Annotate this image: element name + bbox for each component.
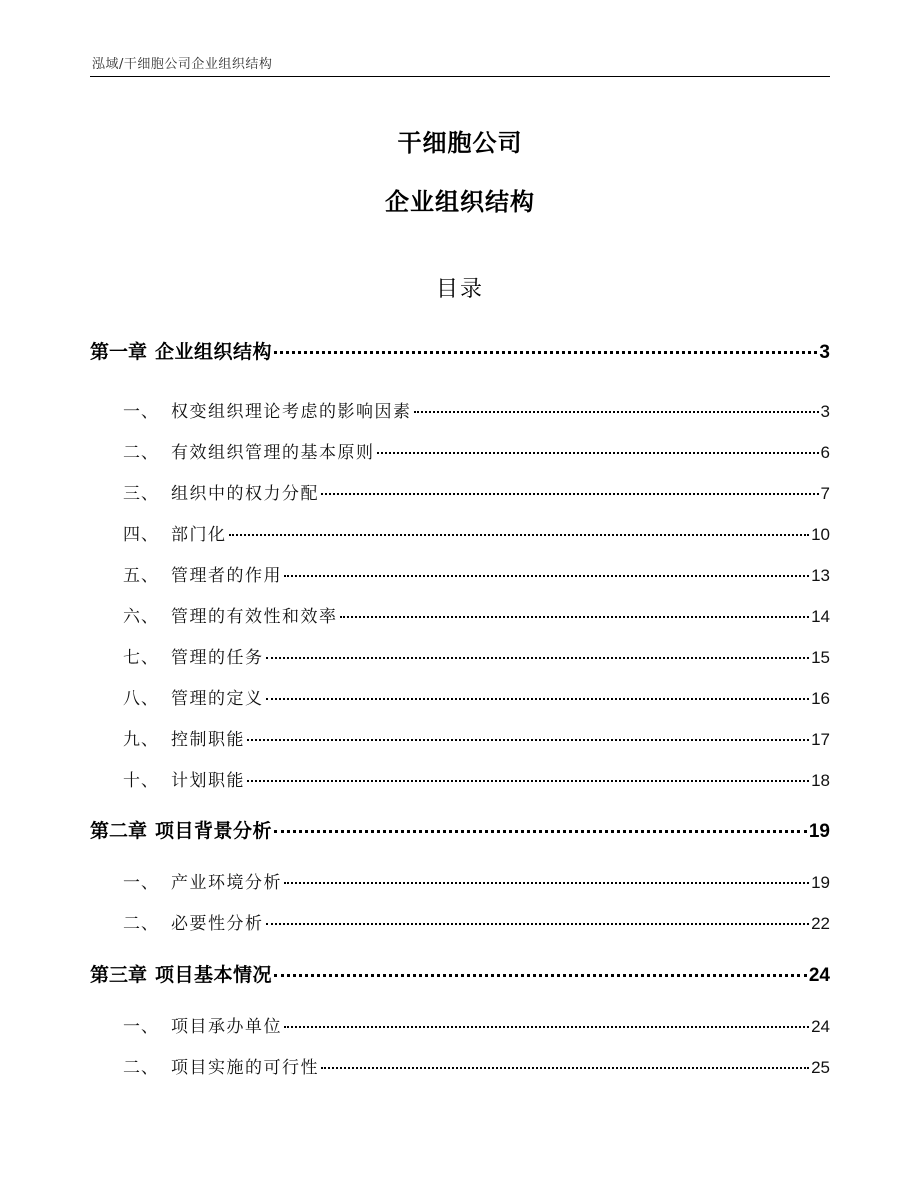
toc-page-number: 3 [819, 342, 830, 363]
toc-entry-label: 管理的有效性和效率 [171, 607, 338, 627]
toc-heading: 目录 [435, 277, 484, 302]
toc-entry-label: 管理的定义 [171, 689, 264, 709]
toc-dot-leader [414, 411, 819, 413]
toc-entry-label: 管理的任务 [171, 648, 264, 668]
toc-entry-number: 三、 [123, 484, 159, 504]
toc-page-number: 15 [811, 648, 830, 667]
toc-dot-leader [247, 739, 809, 741]
toc-entry-label: 企业组织结构 [155, 341, 273, 363]
toc-page-number: 7 [820, 484, 830, 503]
toc-page-number: 14 [811, 607, 830, 626]
toc-entry-label: 项目承办单位 [171, 1017, 282, 1037]
document-title: 干细胞公司 [397, 129, 523, 157]
toc-dot-leader [284, 882, 809, 884]
toc-section-entry[interactable] [90, 643, 830, 668]
toc-section-entry[interactable] [90, 909, 830, 934]
toc-entry-number: 九、 [123, 730, 159, 750]
toc-page-number: 16 [811, 689, 830, 708]
toc-page-number: 18 [811, 771, 830, 790]
toc-entry-number: 第三章 [90, 964, 148, 986]
toc-section-entry[interactable] [90, 725, 830, 750]
toc-section-entry[interactable] [90, 479, 830, 504]
toc-entry-number: 二、 [123, 1058, 159, 1078]
toc-section-entry[interactable] [90, 397, 830, 422]
toc-section-entry[interactable] [90, 1053, 830, 1078]
toc-entry-label: 计划职能 [171, 771, 245, 791]
toc-entry-label: 部门化 [171, 525, 227, 545]
toc-entry-number: 一、 [123, 402, 159, 422]
toc-entry-number: 八、 [123, 689, 159, 709]
toc-page-number: 10 [811, 525, 830, 544]
toc-page-number: 24 [808, 965, 830, 986]
toc-page-number: 25 [811, 1058, 830, 1077]
toc-entry-number: 四、 [123, 525, 159, 545]
toc-entry-label: 项目背景分析 [155, 820, 273, 842]
toc-dot-leader [321, 1067, 809, 1069]
toc-page-number: 6 [820, 443, 830, 462]
toc-entry-number: 十、 [123, 771, 159, 791]
toc-dot-leader [274, 830, 807, 833]
toc-dot-leader [284, 1026, 809, 1028]
toc-section-entry[interactable] [90, 520, 830, 545]
toc-entry-label: 管理者的作用 [171, 566, 282, 586]
toc-chapter-entry[interactable] [90, 337, 830, 364]
toc-dot-leader [266, 698, 810, 700]
toc-dot-leader [266, 923, 810, 925]
toc-dot-leader [321, 493, 819, 495]
toc-section-entry[interactable] [90, 766, 830, 791]
toc-entry-label: 控制职能 [171, 730, 245, 750]
toc-entry-label: 项目基本情况 [155, 964, 273, 986]
toc-page-number: 3 [820, 402, 830, 421]
running-header: 泓域/干细胞公司企业组织结构 [92, 57, 273, 72]
toc-page-number: 13 [811, 566, 830, 585]
toc-dot-leader [229, 534, 810, 536]
toc-dot-leader [274, 974, 807, 977]
toc-section-entry[interactable] [90, 868, 830, 893]
toc-dot-leader [340, 616, 810, 618]
toc-entry-label: 产业环境分析 [171, 873, 282, 893]
toc-chapter-entry[interactable] [90, 816, 830, 843]
toc-entry-number: 二、 [123, 914, 159, 934]
toc-dot-leader [247, 780, 809, 782]
toc-page-number: 19 [811, 873, 830, 892]
toc-dot-leader [266, 657, 810, 659]
toc-page-number: 24 [811, 1017, 830, 1036]
toc-entry-number: 七、 [123, 648, 159, 668]
toc-section-entry[interactable] [90, 602, 830, 627]
toc-entry-number: 五、 [123, 566, 159, 586]
toc-entry-number: 第二章 [90, 820, 148, 842]
toc-entry-label: 权变组织理论考虑的影响因素 [171, 402, 412, 422]
toc-entry-label: 项目实施的可行性 [171, 1058, 319, 1078]
toc-entry-number: 一、 [123, 1017, 159, 1037]
toc-page-number: 17 [811, 730, 830, 749]
toc-dot-leader [377, 452, 819, 454]
toc-page-number: 19 [808, 821, 830, 842]
table-of-contents [90, 0, 830, 1191]
toc-entry-number: 一、 [123, 873, 159, 893]
toc-entry-number: 二、 [123, 443, 159, 463]
toc-dot-leader [284, 575, 809, 577]
toc-entry-number: 第一章 [90, 341, 148, 363]
toc-entry-label: 组织中的权力分配 [171, 484, 319, 504]
toc-entry-label: 必要性分析 [171, 914, 264, 934]
toc-section-entry[interactable] [90, 684, 830, 709]
toc-section-entry[interactable] [90, 438, 830, 463]
toc-entry-label: 有效组织管理的基本原则 [171, 443, 375, 463]
toc-section-entry[interactable] [90, 561, 830, 586]
toc-page-number: 22 [811, 914, 830, 933]
toc-entry-number: 六、 [123, 607, 159, 627]
toc-chapter-entry[interactable] [90, 960, 830, 987]
toc-section-entry[interactable] [90, 1012, 830, 1037]
document-subtitle: 企业组织结构 [385, 188, 535, 216]
toc-dot-leader [274, 351, 817, 354]
